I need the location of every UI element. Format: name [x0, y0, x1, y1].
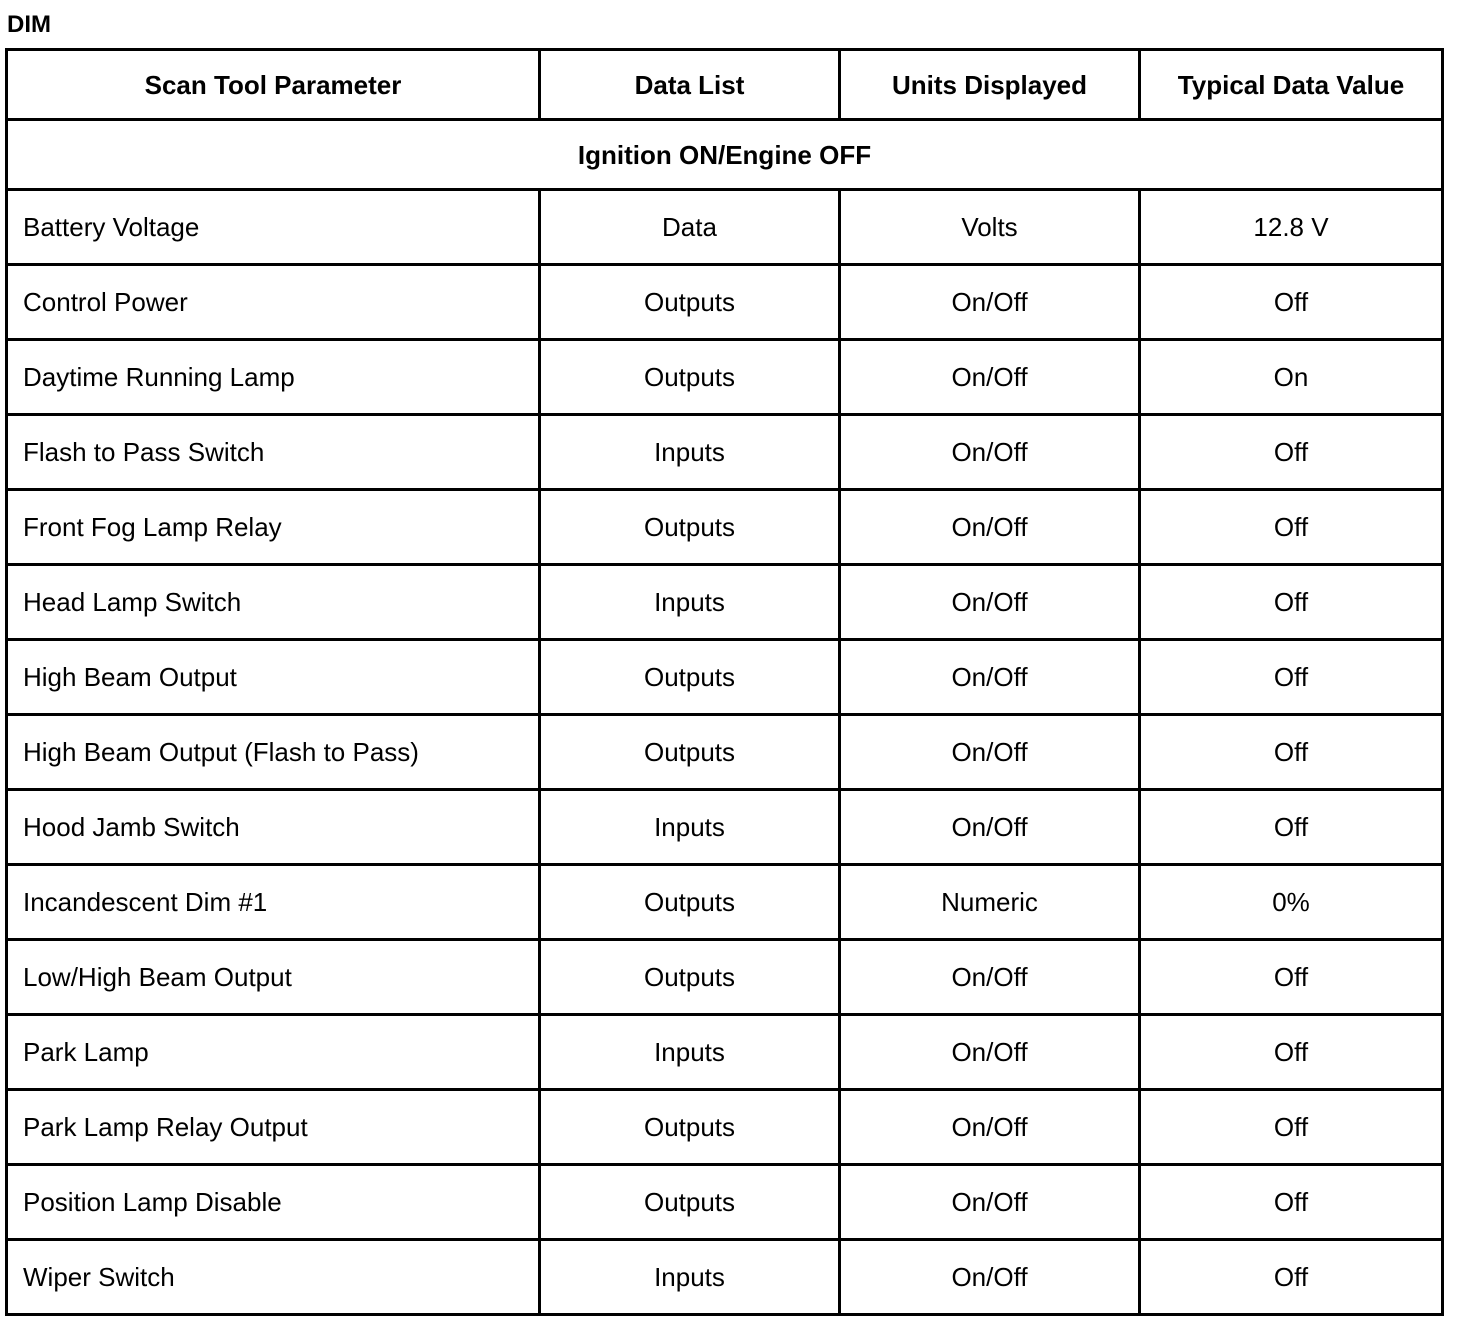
cell-typical-value: Off	[1140, 640, 1443, 715]
cell-parameter: Control Power	[7, 265, 540, 340]
section-title: Ignition ON/Engine OFF	[7, 120, 1443, 190]
cell-parameter: Position Lamp Disable	[7, 1165, 540, 1240]
cell-parameter: Flash to Pass Switch	[7, 415, 540, 490]
cell-data-list: Data	[540, 190, 840, 265]
cell-units: On/Off	[840, 490, 1140, 565]
cell-typical-value: Off	[1140, 490, 1443, 565]
table-row	[7, 865, 1443, 940]
scan-tool-data-table	[5, 48, 1444, 1316]
table-row	[7, 1090, 1443, 1165]
cell-parameter: High Beam Output (Flash to Pass)	[7, 715, 540, 790]
cell-parameter: Daytime Running Lamp	[7, 340, 540, 415]
cell-typical-value: Off	[1140, 1240, 1443, 1315]
cell-typical-value: On	[1140, 340, 1443, 415]
cell-data-list: Outputs	[540, 490, 840, 565]
cell-units: Numeric	[840, 865, 1140, 940]
table-row	[7, 415, 1443, 490]
cell-parameter: Wiper Switch	[7, 1240, 540, 1315]
cell-typical-value: Off	[1140, 1165, 1443, 1240]
table-row	[7, 790, 1443, 865]
table-row	[7, 640, 1443, 715]
cell-data-list: Inputs	[540, 1240, 840, 1315]
table-row	[7, 490, 1443, 565]
cell-data-list: Inputs	[540, 565, 840, 640]
cell-data-list: Outputs	[540, 940, 840, 1015]
cell-units: On/Off	[840, 1240, 1140, 1315]
cell-typical-value: Off	[1140, 565, 1443, 640]
cell-units: On/Off	[840, 340, 1140, 415]
cell-typical-value: 0%	[1140, 865, 1443, 940]
cell-parameter: Incandescent Dim #1	[7, 865, 540, 940]
cell-typical-value: 12.8 V	[1140, 190, 1443, 265]
cell-parameter: Head Lamp Switch	[7, 565, 540, 640]
document-label: DIM	[7, 11, 51, 38]
table-row	[7, 715, 1443, 790]
header-scan-tool-parameter: Scan Tool Parameter	[7, 50, 540, 120]
cell-data-list: Inputs	[540, 1015, 840, 1090]
cell-parameter: Park Lamp Relay Output	[7, 1090, 540, 1165]
table-body	[7, 120, 1443, 1315]
header-typical-data-value: Typical Data Value	[1140, 50, 1443, 120]
table-row	[7, 265, 1443, 340]
cell-data-list: Outputs	[540, 715, 840, 790]
cell-parameter: Battery Voltage	[7, 190, 540, 265]
cell-parameter: Hood Jamb Switch	[7, 790, 540, 865]
cell-units: On/Off	[840, 790, 1140, 865]
cell-units: On/Off	[840, 640, 1140, 715]
cell-units: Volts	[840, 190, 1140, 265]
table-row	[7, 940, 1443, 1015]
cell-data-list: Outputs	[540, 865, 840, 940]
table-row	[7, 565, 1443, 640]
cell-units: On/Off	[840, 715, 1140, 790]
cell-data-list: Outputs	[540, 265, 840, 340]
cell-typical-value: Off	[1140, 940, 1443, 1015]
cell-parameter: Low/High Beam Output	[7, 940, 540, 1015]
section-row	[7, 120, 1443, 190]
table-row	[7, 1015, 1443, 1090]
cell-units: On/Off	[840, 940, 1140, 1015]
cell-typical-value: Off	[1140, 265, 1443, 340]
cell-data-list: Outputs	[540, 340, 840, 415]
cell-units: On/Off	[840, 1015, 1140, 1090]
cell-units: On/Off	[840, 1090, 1140, 1165]
header-units-displayed: Units Displayed	[840, 50, 1140, 120]
cell-data-list: Outputs	[540, 640, 840, 715]
cell-parameter: High Beam Output	[7, 640, 540, 715]
table-row	[7, 1240, 1443, 1315]
cell-typical-value: Off	[1140, 415, 1443, 490]
cell-parameter: Park Lamp	[7, 1015, 540, 1090]
header-data-list: Data List	[540, 50, 840, 120]
cell-units: On/Off	[840, 415, 1140, 490]
table-header-row	[7, 50, 1443, 120]
cell-typical-value: Off	[1140, 1015, 1443, 1090]
cell-units: On/Off	[840, 1165, 1140, 1240]
cell-typical-value: Off	[1140, 790, 1443, 865]
cell-typical-value: Off	[1140, 715, 1443, 790]
cell-data-list: Outputs	[540, 1165, 840, 1240]
cell-data-list: Inputs	[540, 415, 840, 490]
cell-data-list: Inputs	[540, 790, 840, 865]
cell-units: On/Off	[840, 565, 1140, 640]
table-row	[7, 1165, 1443, 1240]
table-row	[7, 190, 1443, 265]
cell-units: On/Off	[840, 265, 1140, 340]
table-row	[7, 340, 1443, 415]
cell-parameter: Front Fog Lamp Relay	[7, 490, 540, 565]
cell-typical-value: Off	[1140, 1090, 1443, 1165]
cell-data-list: Outputs	[540, 1090, 840, 1165]
